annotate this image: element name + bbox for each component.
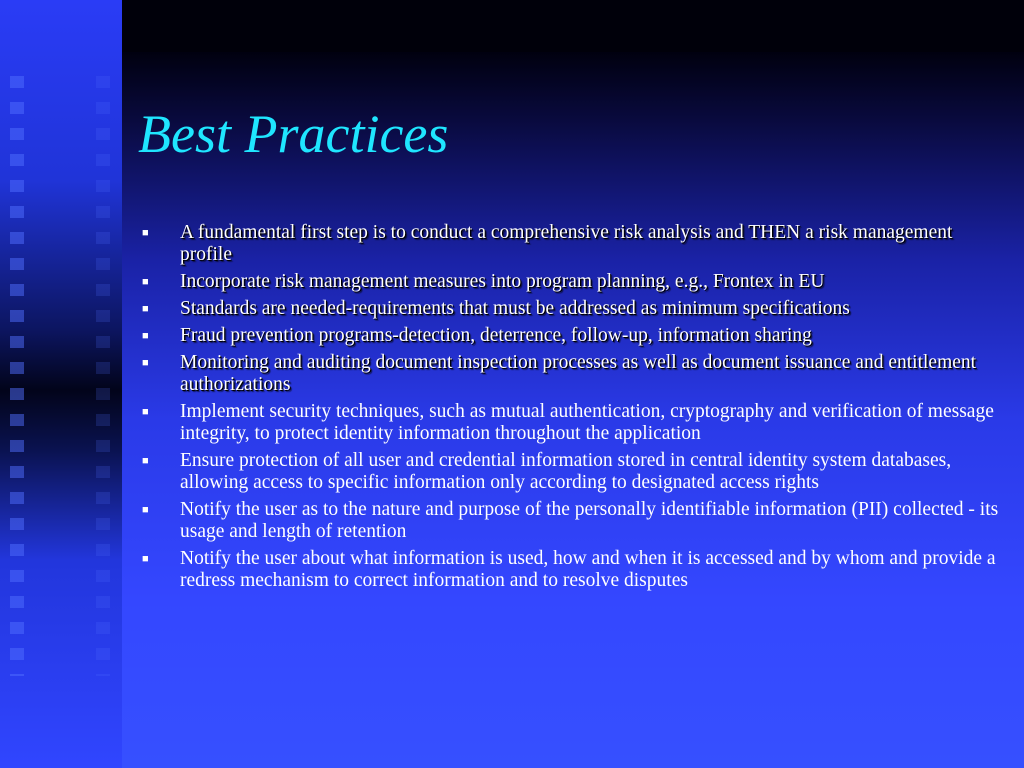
square-bullet-icon: ■ [142, 504, 149, 516]
bullet-text: Notify the user about what information is used, how and when it is accessed and by whom and provide a redress mechanism to correct information and to resolve disputes [180, 548, 996, 591]
square-bullet-icon: ■ [142, 455, 149, 467]
bullet-list [142, 222, 1002, 597]
square-bullet-icon: ■ [142, 553, 149, 565]
square-bullet-icon: ■ [142, 303, 149, 315]
decorative-squares-column-faint [96, 76, 110, 676]
bullet-item [142, 271, 1002, 293]
bullet-item [142, 352, 1002, 396]
square-bullet-icon: ■ [142, 357, 149, 369]
bullet-item [142, 450, 1002, 494]
decorative-squares-column [10, 76, 24, 676]
bullet-item [142, 298, 1002, 320]
square-bullet-icon: ■ [142, 406, 149, 418]
slide-title: Best Practices [138, 104, 449, 164]
top-dark-band [122, 0, 1024, 52]
bullet-text: Standards are needed-requirements that must be addressed as minimum specifications [180, 298, 850, 319]
bullet-text: Fraud prevention programs-detection, deterrence, follow-up, information sharing [180, 325, 812, 346]
square-bullet-icon: ■ [142, 330, 149, 342]
bullet-item [142, 325, 1002, 347]
bullet-item [142, 548, 1002, 592]
bullet-text: Ensure protection of all user and credential information stored in central identity system databases, allowing access to specific information only according to designated access rights [180, 450, 952, 493]
bullet-text: Implement security techniques, such as mutual authentication, cryptography and verification of message integrity, to protect identity information throughout the application [180, 401, 994, 444]
bullet-text: Incorporate risk management measures into program planning, e.g., Frontex in EU [180, 271, 825, 292]
square-bullet-icon: ■ [142, 227, 149, 239]
bullet-item [142, 401, 1002, 445]
bullet-text: Monitoring and auditing document inspection processes as well as document issuance and entitlement authorizations [180, 352, 977, 395]
bullet-text: Notify the user as to the nature and purpose of the personally identifiable information (PII) collected - its usage and length of retention [180, 499, 999, 542]
square-bullet-icon: ■ [142, 276, 149, 288]
bullet-text: A fundamental first step is to conduct a comprehensive risk analysis and THEN a risk management profile [180, 222, 953, 265]
bullet-item [142, 222, 1002, 266]
bullet-item [142, 499, 1002, 543]
